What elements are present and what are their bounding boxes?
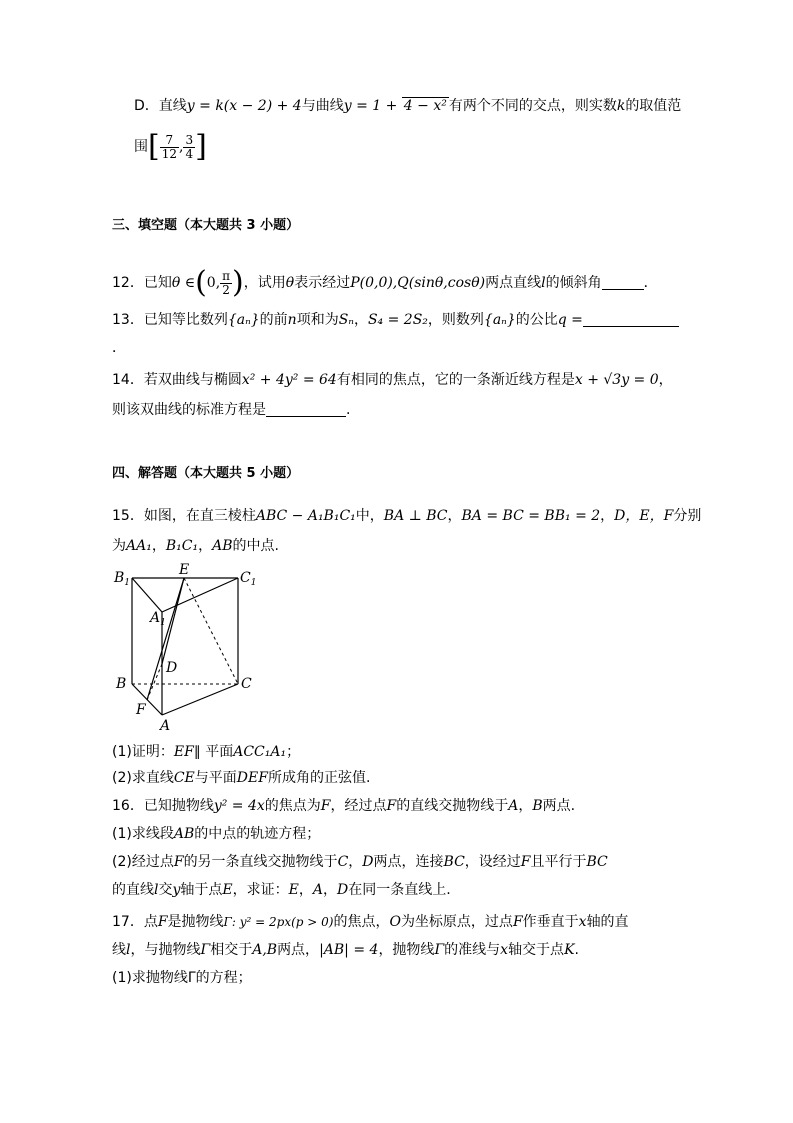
option-d-line2: 围[ $\frac{7}{12}$ , $\frac{3}{4}$ ] <box>134 129 207 164</box>
sqrt-radicand: 4 − x² <box>403 98 447 114</box>
question-16-line1: 16．已知抛物线y² = 4x的焦点为F，经过点F的直线交抛物线于A，B两点. <box>112 798 576 814</box>
section-3-title: 三、填空题（本大题共 3 小题） <box>112 218 300 233</box>
label-b1: $B_1$ <box>114 570 131 588</box>
answer-blank-12[interactable] <box>602 275 644 290</box>
question-16-part2-cont: 的直线l交y轴于点E，求证：E，A，D在同一条直线上. <box>112 882 451 898</box>
fraction-pi-2: $\frac{\pi}{2}$ <box>222 268 231 297</box>
label-b: B <box>116 676 127 692</box>
option-d-line1: D．直线y = k(x − 2) + 4与曲线y = 1 + 4 − x² 有两个不同的交点，则实数k的取值范 <box>134 98 682 114</box>
segment-e-f <box>147 578 184 700</box>
question-14-line2: 则该双曲线的标准方程是 . <box>112 402 351 418</box>
question-15-part2: (2)求直线CE与平面DEF所成角的正弦值. <box>112 770 371 786</box>
question-13: 13．已知等比数列{aₙ}的前n项和为Sₙ，S₄ = 2S₂，则数列{aₙ}的公比q = <box>112 310 679 330</box>
label-a: A <box>160 718 171 734</box>
option-d-label: D． <box>134 98 159 114</box>
question-15-line2: 为AA₁，B₁C₁，AB的中点. <box>112 538 279 554</box>
bracket-close: ] <box>195 129 207 164</box>
points-pq: P(0,0),Q(sinθ,cosθ) <box>350 275 486 291</box>
edge-b1-a1 <box>132 578 162 612</box>
curve-equation: y = 1 + <box>343 98 402 114</box>
fraction-7-12: $\frac{7}{12}$ <box>161 132 177 161</box>
answer-blank-13[interactable] <box>583 312 679 327</box>
edge-a1-c1 <box>162 578 238 612</box>
hidden-segment-e-c <box>184 578 238 684</box>
label-d: D <box>166 660 178 676</box>
question-12: 12．已知θ ∈(0, $\frac{\pi}{2}$ )，试用θ表示经过P(0,0),Q(sinθ,cosθ)两点直线l的倾斜角 ． <box>112 265 658 300</box>
ellipse-equation: x² + 4y² = 64 <box>241 372 337 388</box>
label-a1: $A_1$ <box>150 610 166 628</box>
label-e: E <box>179 562 190 578</box>
section-4-title: 四、解答题（本大题共 5 小题） <box>112 466 300 481</box>
question-17-line1: 17．点F是抛物线Γ: y² = 2px(p > 0)的焦点，O为坐标原点，过点F作垂直于x轴的直 <box>112 914 629 930</box>
question-16-part2: (2)经过点F的另一条直线交抛物线于C，D两点，连接BC，设经过F且平行于BC <box>112 854 608 870</box>
label-c1: $C_1$ <box>240 570 257 588</box>
question-15-part1: (1)证明：EF∥ 平面ACC₁A₁； <box>112 744 301 760</box>
question-16-part1: (1)求线段AB的中点的轨迹方程； <box>112 826 321 842</box>
question-13-dot: ． <box>112 340 126 356</box>
question-14-line1: 14．若双曲线与椭圆x² + 4y² = 64有相同的焦点，它的一条渐近线方程是x + √3y = 0， <box>112 372 673 388</box>
prism-figure <box>110 560 270 735</box>
question-15-line1: 15．如图，在直三棱柱ABC − A₁B₁C₁中，BA ⊥ BC，BA = BC = BB₁ = 2，D，E，F分别 <box>112 508 702 524</box>
answer-blank-14[interactable] <box>266 402 346 417</box>
label-c: C <box>241 676 252 692</box>
question-17-line2: 线l，与抛物线Γ相交于A,B两点，|AB| = 4，抛物线Γ的准线与x轴交于点K. <box>112 942 579 958</box>
bracket-open: [ <box>148 129 160 164</box>
label-f: F <box>136 702 146 718</box>
line-equation: y = k(x − 2) + 4 <box>186 98 302 114</box>
edge-a-c <box>162 684 238 715</box>
question-17-part1: (1)求抛物线Γ的方程； <box>112 970 252 986</box>
asymptote-equation: x + √3y = 0 <box>574 372 659 388</box>
fraction-3-4: $\frac{3}{4}$ <box>185 132 194 161</box>
